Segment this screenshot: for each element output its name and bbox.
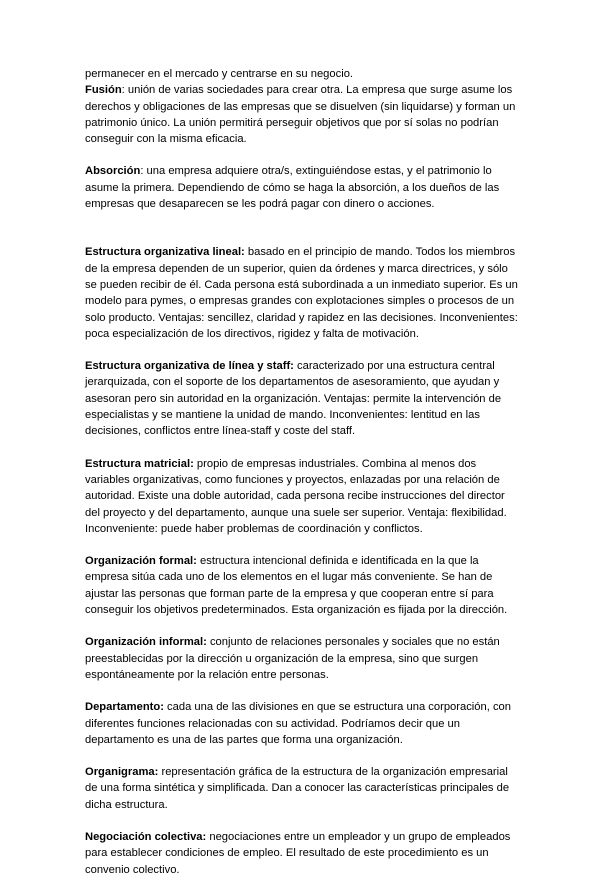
term-label: Estructura matricial: [85, 457, 194, 470]
definition-text: : unión de varias sociedades para crear otra. La empresa que surge asume los derechos y obligaciones de las empresas que se disuelven (sin liquidarse) y forman un patrimonio único. La unión permitirá perseguir objetivos que por sí solas no podrían conseguir con la misma eficacia. [85, 84, 516, 146]
term-label: Absorción [85, 165, 141, 178]
term-label: Organigrama: [85, 766, 159, 779]
paragraph-text: permanecer en el mercado y centrarse en su negocio. [85, 68, 354, 80]
paragraph-spacer [85, 440, 520, 456]
definition-estructura-matricial [85, 456, 520, 537]
term-label: Departamento: [85, 701, 164, 714]
term-label: Organización formal: [85, 555, 197, 568]
paragraph-spacer [85, 212, 520, 244]
paragraph-continuation [85, 66, 520, 82]
paragraph-spacer [85, 342, 520, 358]
term-label: Fusión [85, 84, 122, 97]
definition-departamento [85, 699, 520, 748]
definition-fusion [85, 82, 520, 147]
definition-estructura-lineal [85, 244, 520, 342]
paragraph-spacer [85, 618, 520, 634]
definition-organigrama [85, 764, 520, 813]
term-label: Organización informal: [85, 636, 207, 649]
definition-text: propio de empresas industriales. Combina al menos dos variables organizativas, como funciones y proyectos, enlazadas por una relación de autoridad. Existe una doble autoridad, cada persona recibe instrucciones del director del proyecto y del departamento, aunque una suele ser superior. Ventaja: flexibilidad. Inconveniente: puede haber problemas de coordinación y conflictos. [85, 457, 507, 535]
paragraph-spacer [85, 147, 520, 163]
term-label: Negociación colectiva: [85, 830, 207, 843]
paragraph-spacer [85, 748, 520, 764]
definition-text: negociaciones entre un empleador y un grupo de empleados para establecer condiciones de empleo. El resultado de este procedimiento es un convenio colectivo. [85, 830, 511, 876]
definition-text: representación gráfica de la estructura de la organización empresarial de una forma sintética y simplificada. Dan a conocer las características principales de dicha estructura. [85, 766, 510, 811]
definition-absorcion [85, 163, 520, 212]
paragraph-spacer [85, 813, 520, 829]
definition-text: caracterizado por una estructura central jerarquizada, con el soporte de los departamentos de asesoramiento, que ayudan y asesoran pero sin autoridad en la organización. Ventajas: permite la intervención de especialistas y se mantiene la unidad de mando. Inconvenientes: lentitud en las decisiones, conflictos entre línea-staff y coste del staff. [85, 360, 502, 438]
definition-text: : una empresa adquiere otra/s, extinguiéndose estas, y el patrimonio lo asume la primera. Dependiendo de cómo se haga la absorción, a los dueños de las empresas que desaparecen se les podrá pagar con dinero o acciones. [85, 165, 500, 211]
definition-organizacion-formal [85, 553, 520, 618]
definition-negociacion-colectiva [85, 829, 520, 878]
definition-estructura-linea-staff [85, 358, 520, 439]
definition-text: conjunto de relaciones personales y sociales que no están preestablecidas por la dirección u organización de la empresa, sino que surgen espontáneamente por la relación entre personas. [85, 636, 500, 681]
term-label: Estructura organizativa lineal: [85, 246, 245, 259]
definition-text: estructura intencional definida e identificada en la que la empresa sitúa cada uno de los elementos en el lugar más conveniente. Se han de ajustar las personas que forman parte de la empresa y que cooperan entre sí para conseguir los objetivos predeterminados. Esta organización es fijada por la dirección. [85, 555, 508, 617]
paragraph-spacer [85, 683, 520, 699]
definition-text: basado en el principio de mando. Todos los miembros de la empresa dependen de un superior, quien da órdenes y marca directrices, y sólo se pueden recibir de él. Cada persona está subordinada a un inmediato superior. Es un modelo para pymes, o empresas grandes con explotaciones simples o procesos de un solo producto. Ventajas: sencillez, claridad y rapidez en las decisiones. Inconvenientes: poca especialización de los directivos, rigidez y falta de motivación. [85, 246, 518, 340]
definition-text: cada una de las divisiones en que se estructura una corporación, con diferentes funciones relacionadas con su actividad. Podríamos decir que un departamento es una de las partes que forma una organización. [85, 701, 511, 746]
definition-organizacion-informal [85, 634, 520, 683]
paragraph-spacer [85, 537, 520, 553]
term-label: Estructura organizativa de línea y staff: [85, 360, 294, 373]
